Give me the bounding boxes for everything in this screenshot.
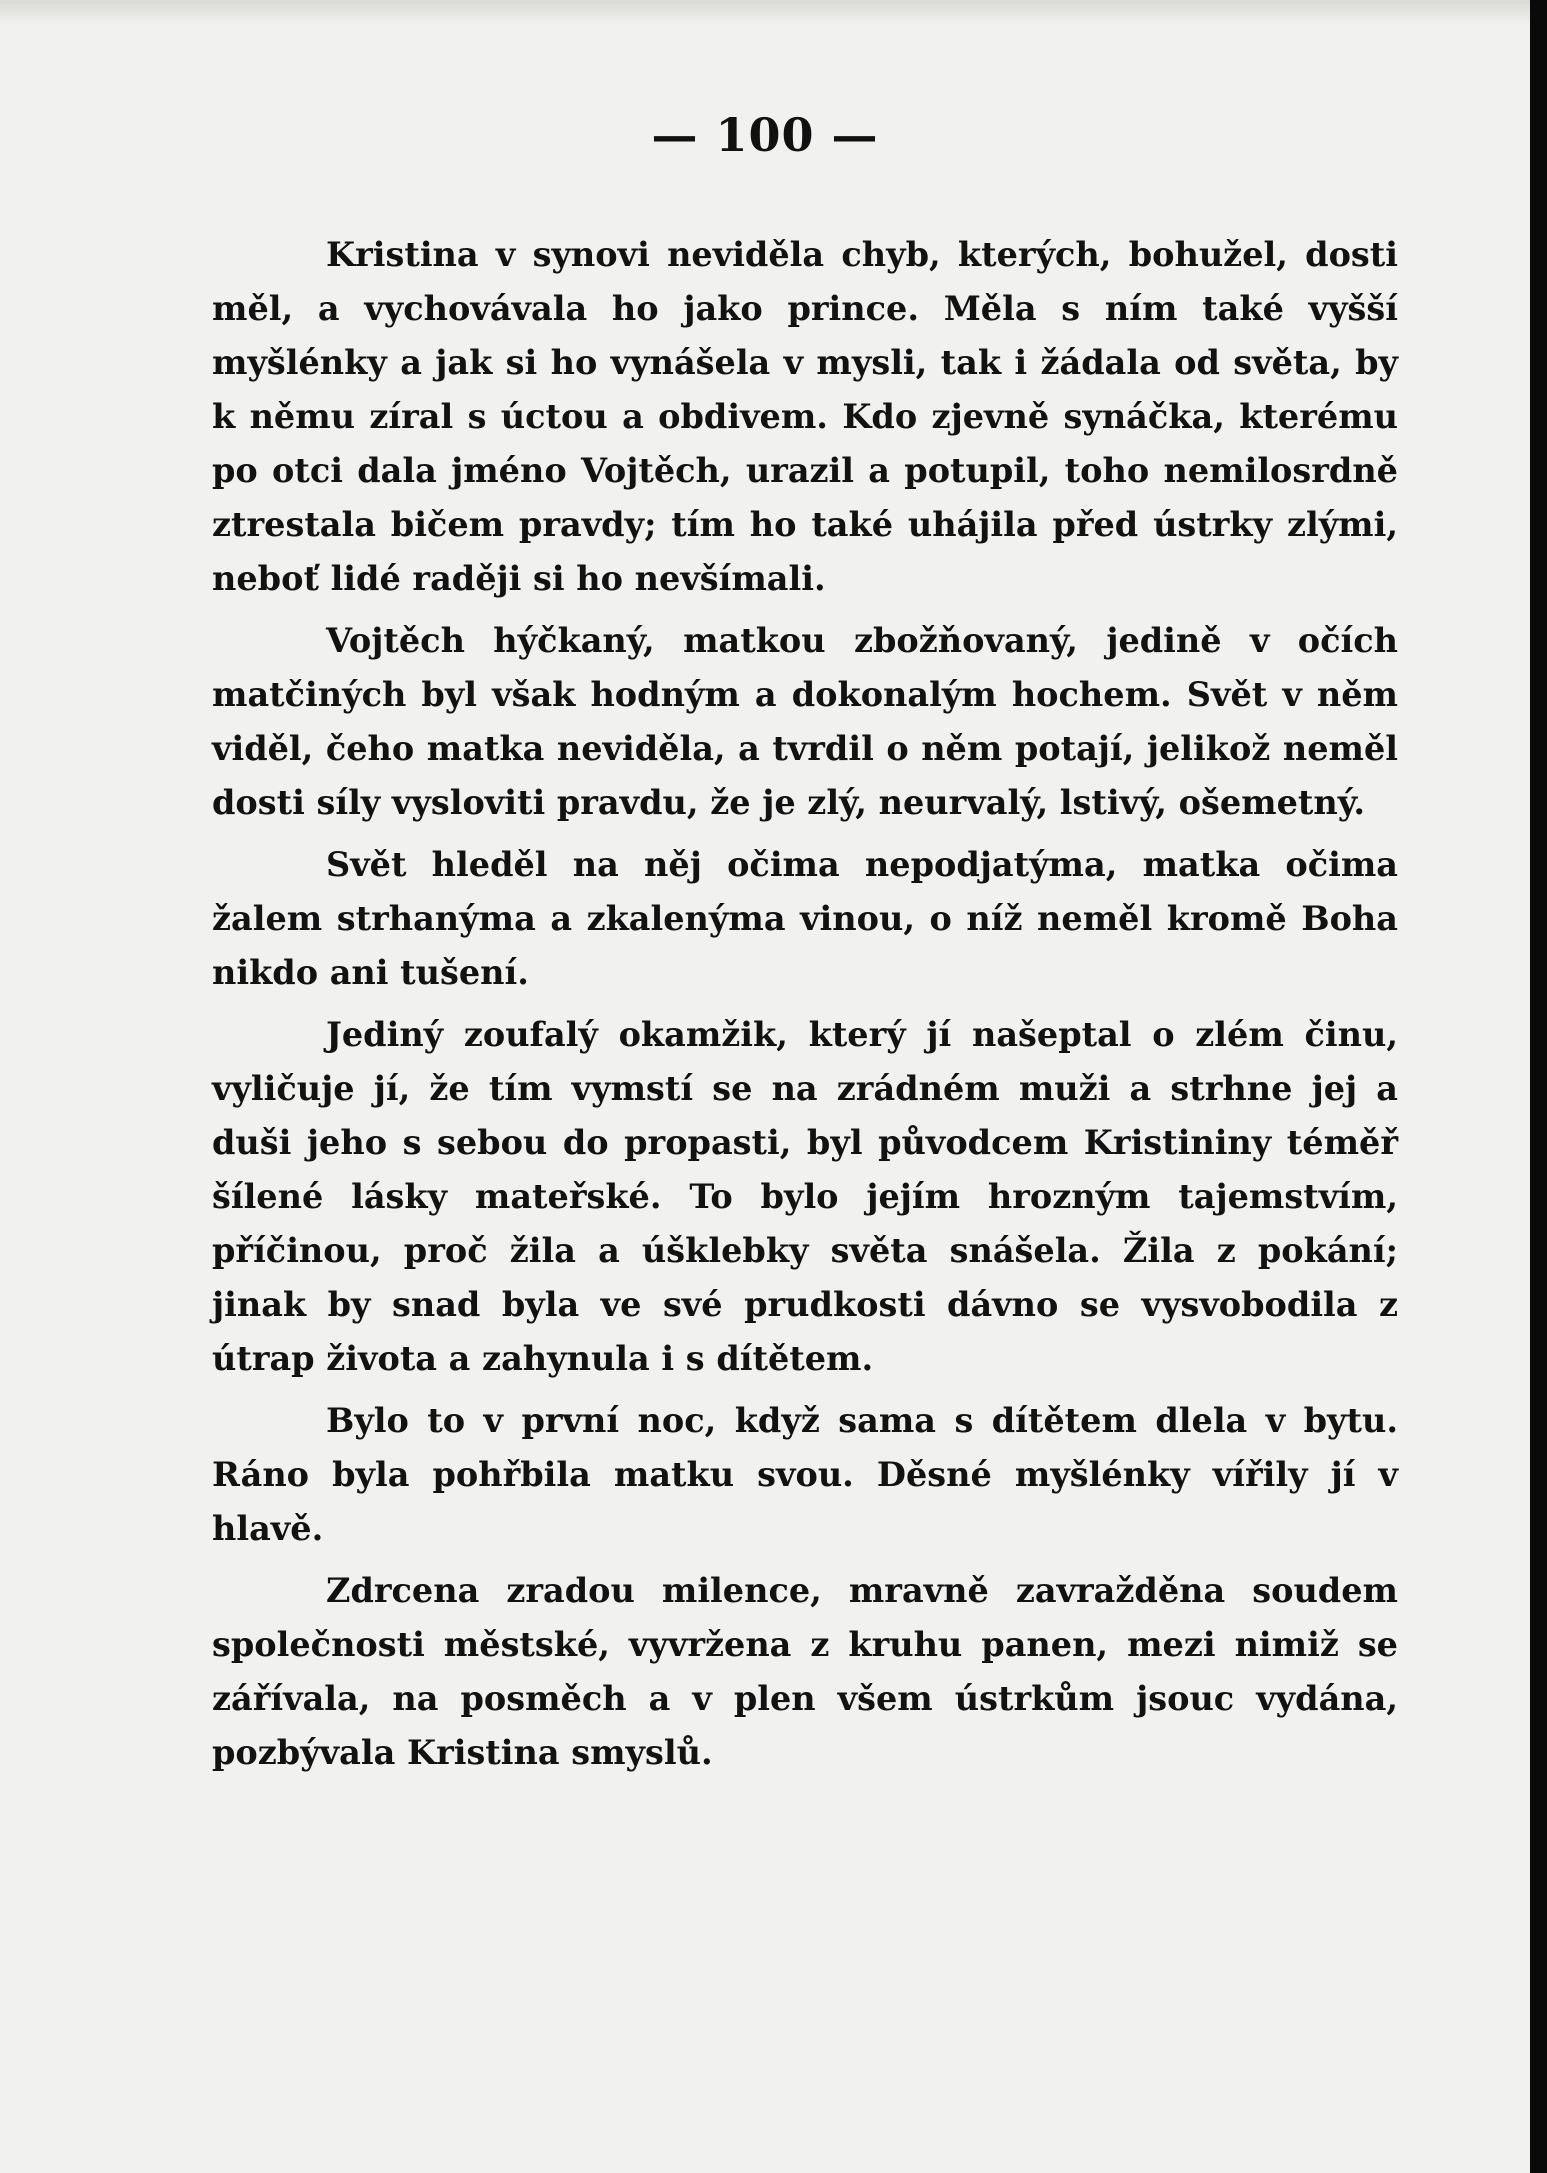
paragraph-4: Jediný zoufalý okamžik, který jí našeptal o zlém činu, vyličuje jí, že tím vymstí se na zrádném muži a strhne jej a duši jeho s sebou do propasti, byl původcem Kristininy téměř šílené lásky mateřské. To bylo jejím hrozným tajemstvím, příčinou, proč žila a úšklebky světa snášela. Žila z pokání; jinak by snad byla ve své prudkosti dávno se vysvobodila z útrap života a zahynula i s dítětem. bbox=[212, 1015, 1398, 1378]
paragraph-3: Svět hleděl na něj očima nepodjatýma, matka očima žalem strhanýma a zkalenýma vinou, o níž neměl kromě Boha nikdo ani tušení. bbox=[212, 845, 1398, 992]
page-top-shadow bbox=[0, 0, 1530, 26]
page-number: — 100 — bbox=[651, 108, 879, 162]
paragraph-5: Bylo to v první noc, když sama s dítětem dlela v bytu. Ráno byla pohřbila matku svou. Děsné myšlénky vířily jí v hlavě. bbox=[212, 1401, 1398, 1548]
body-text bbox=[212, 228, 1398, 1788]
scan-right-edge bbox=[1530, 0, 1547, 2173]
paragraph-6: Zdrcena zradou milence, mravně zavražděna soudem společnosti městské, vyvržena z kruhu panen, mezi nimiž se zářívala, na posměch a v plen všem ústrkům jsouc vydána, pozbývala Kristina smyslů. bbox=[212, 1571, 1398, 1772]
paragraph-1: Kristina v synovi neviděla chyb, kterých, bohužel, dosti měl, a vychovávala ho jako prince. Měla s ním také vyšší myšlénky a jak si ho vynášela v mysli, tak i žádala od světa, by k němu zíral s úctou a obdivem. Kdo zjevně synáčka, kterému po otci dala jméno Vojtěch, urazil a potupil, toho nemilosrdně ztrestala bičem pravdy; tím ho také uhájila před ústrky zlými, neboť lidé raději si ho nevšímali. bbox=[212, 235, 1398, 598]
paragraph-2: Vojtěch hýčkaný, matkou zbožňovaný, jedině v očích matčiných byl však hodným a dokonalým hochem. Svět v něm viděl, čeho matka neviděla, a tvrdil o něm potají, jelikož neměl dosti síly vysloviti pravdu, že je zlý, neurvalý, lstivý, ošemetný. bbox=[212, 621, 1398, 822]
